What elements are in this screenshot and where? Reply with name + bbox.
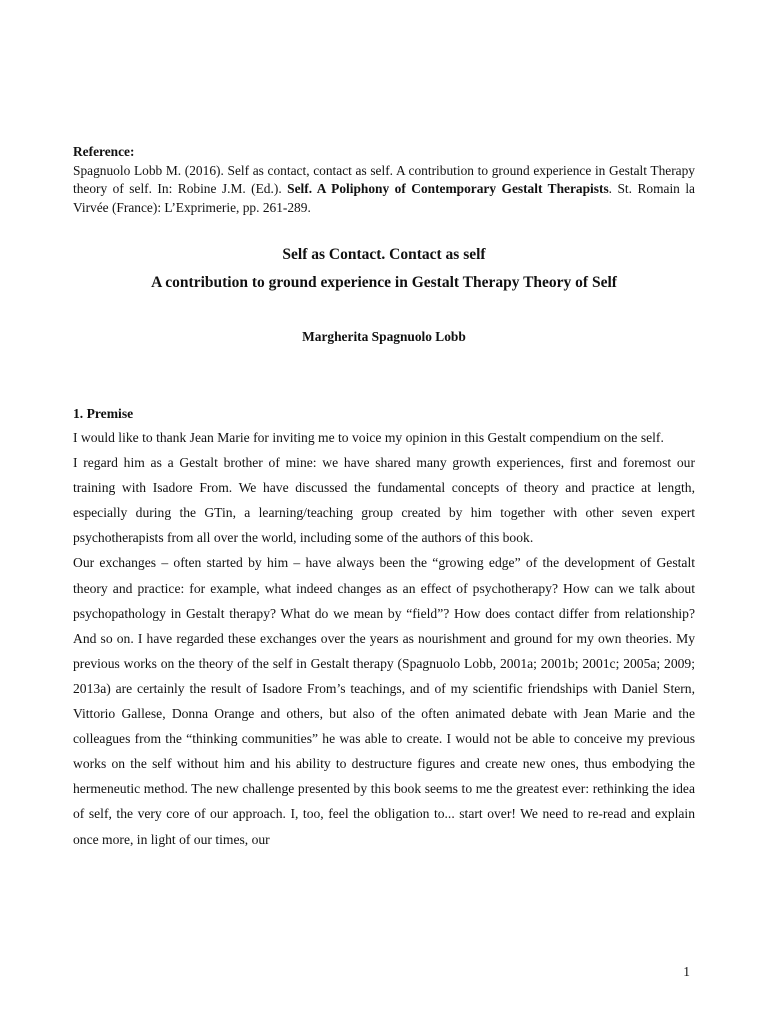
reference-block — [73, 143, 695, 217]
paragraph: I regard him as a Gestalt brother of mine: we have shared many growth experiences, first and foremost our training with Isadore From. We have discussed the fundamental concepts of theory and practice at length, especially during the GTin, a learning/teaching group created by him together with other seven expert psychotherapists from all over the world, including some of the authors of this book. — [73, 455, 695, 546]
reference-citation-part1: Spagnuolo Lobb M. (2016). Self as contact, contact as self. A contribution to ground experience in Gestalt Therapy theory of self. In: Robine J.M. (Ed.). — [73, 162, 695, 196]
author-name: Margherita Spagnuolo Lobb — [302, 329, 466, 344]
page-number: 1 — [683, 964, 690, 979]
paper-subtitle: A contribution to ground experience in Gestalt Therapy Theory of Self — [151, 274, 617, 291]
paragraph: I would like to thank Jean Marie for inviting me to voice my opinion in this Gestalt compendium on the self. — [73, 430, 664, 445]
reference-label: Reference: — [73, 144, 135, 159]
reference-book-title: Self. A Poliphony of Contemporary Gestalt Therapists — [287, 181, 609, 196]
body-text — [73, 403, 695, 852]
paragraph: Our exchanges – often started by him – have always been the “growing edge” of the development of Gestalt theory and practice: for example, what indeed changes as an effect of psychotherapy? How can we talk about psychopathology in Gestalt therapy? What do we mean by “field”? How does contact differ from relationship? And so on. I have regarded these exchanges over the years as nourishment and ground for my own theories. My previous works on the theory of the self in Gestalt therapy (Spagnuolo Lobb, 2001a; 2001b; 2001c; 2005a; 2009; 2013a) are certainly the result of Isadore From’s teachings, and of my scientific friendships with Daniel Stern, Vittorio Gallese, Donna Orange and others, but also of the often animated debate with Jean Marie and the colleagues from the “thinking communities” he was able to create. I would not be able to conceive my previous works on the self without him and his ability to destructure figures and create new ones, thus embodying the hermeneutic method. The new challenge presented by this book seems to me the greatest ever: rethinking the idea of self, the very core of our approach. I, too, feel the obligation to... start over! We need to re-read and explain once more, in light of our times, our — [73, 555, 695, 847]
reference-citation-part2: . St. Romain la Virvée (France): L’Exprimerie, pp. 261-289. — [73, 181, 695, 215]
paper-title: Self as Contact. Contact as self — [282, 246, 486, 263]
section-heading: 1. Premise — [73, 406, 134, 421]
